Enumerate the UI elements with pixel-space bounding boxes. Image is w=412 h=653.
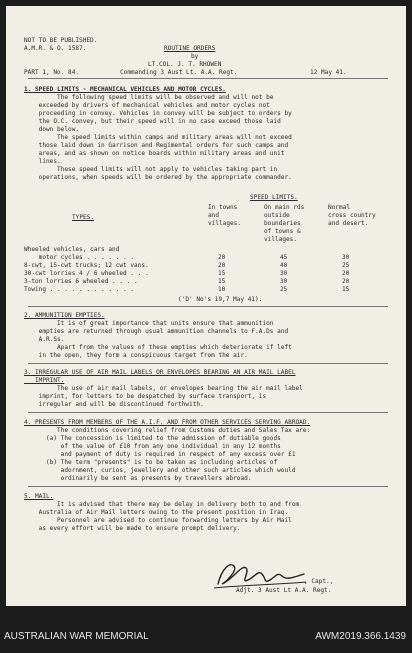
section-4-line: The conditions covering relief from Customs duties and Sales Tax are: (24, 427, 311, 434)
section-3-line: irregular and will be discontinued forthwith. (24, 401, 204, 408)
section-4-line: and payment of duty is required in respect of any excess over £1 (24, 451, 296, 458)
section-1-line: exceeded by drivers of mechanical vehicles and motor cycles not (24, 102, 270, 109)
order-date: 12 May 41. (310, 69, 347, 76)
section-3-heading-cont: IMPRINT. (24, 377, 65, 384)
speed-towns-value: 10 (218, 286, 226, 293)
commander-name: LT.COL. J. T. RHOWEN (148, 61, 222, 68)
speed-main-roads-value: 40 (280, 262, 288, 269)
not-to-be-published-line: NOT TO BE PUBLISHED. (24, 37, 98, 44)
section-divider (28, 412, 388, 413)
document-page (6, 6, 406, 606)
section-1-line: the O.C. convey, but their speed will in no case exceed those laid (24, 118, 281, 125)
document-title: ROUTINE ORDERS (164, 45, 216, 52)
section-2-line: A.R.Ss. (24, 336, 65, 343)
signatory-role: Adjt. 3 Aust Lt A.A. Regt. (236, 587, 332, 594)
archive-accession-number: AWM2019.366.1439 (315, 631, 406, 642)
col-main-roads-header: of towns & (264, 228, 301, 235)
section-1-line: operations, when speeds will be ordered by the appropriate commander. (24, 174, 292, 181)
section-4-line: ordinarily be sent as presents by travellers abroad. (24, 475, 252, 482)
section-1-line: The speed limits within camps and military areas will not exceed (24, 134, 292, 141)
speed-cross-country-value: 25 (342, 262, 350, 269)
section-4-line: (a) The concession is limited to the admission of dutiable goods (24, 435, 281, 442)
section-2-line: empties are returned through usual ammunition channels to F.A.Ds and (24, 328, 289, 335)
speed-towns-value: 20 (218, 262, 226, 269)
section-divider (28, 486, 388, 487)
section-4-line: of the value of £10 from any one individual in any 12 months (24, 443, 281, 450)
section-3-line: The use of air mail labels, or envelopes bearing the air mail label (24, 385, 303, 392)
section-1-heading: 1. SPEED LIMITS - MECHANICAL VEHICLES AND MOTOR CYCLES. (24, 86, 226, 93)
section-5-line: It is advised that there may be delay in delivery both to and from (24, 501, 300, 508)
speed-towns-value: 15 (218, 270, 226, 277)
speed-row-type: 30-cwt lorries 4 / 6 wheeled . . . (24, 270, 149, 277)
section-divider (28, 306, 388, 307)
col-towns-header: and (208, 212, 220, 219)
section-1-line: lines. (24, 158, 61, 165)
types-column-header: TYPES. (72, 214, 95, 221)
speed-row-type: Towing . . . . . . . . . . . . (24, 286, 135, 293)
speed-main-roads-value: 30 (280, 270, 288, 277)
col-cross-country-header: and desert. (328, 220, 369, 227)
section-2-line: Apart from the values of these empties which deteriorate if left (24, 344, 292, 351)
speed-towns-value: 15 (218, 278, 226, 285)
archive-name: AUSTRALIAN WAR MEMORIAL (4, 631, 149, 642)
col-cross-country-header: Normal (328, 204, 351, 211)
section-4-line: (b) The term "presents" is to be taken as including articles of (24, 459, 278, 466)
amr-reference: A.M.R. & O. 1587. (24, 45, 87, 52)
section-1-line: proceeding in convey. Vehicles in convey will be subject to orders by (24, 110, 292, 117)
speed-row-type: Wheeled vehicles, cars and (24, 246, 120, 253)
section-1-line: The following speed limits will be observed and will not be (24, 94, 274, 101)
by-text: by (191, 53, 199, 60)
col-towns-header: villages. (208, 220, 242, 227)
speed-main-roads-value: 45 (280, 254, 288, 261)
speed-main-roads-value: 25 (280, 286, 288, 293)
section-5-line: Personnel are advised to continue forwarding letters by Air Mail (24, 517, 292, 524)
speed-towns-value: 20 (218, 254, 226, 261)
section-2-heading: 2. AMMUNITION EMPTIES. (24, 312, 105, 319)
section-5-line: Australia of Air Mail letters owing to the present position in Iraq. (24, 509, 289, 516)
section-1-line: down below. (24, 126, 80, 133)
speed-row-type: motor cycles . . . . . . . (24, 254, 135, 261)
speed-main-roads-value: 30 (280, 278, 288, 285)
speed-cross-country-value: 20 (342, 278, 350, 285)
section-1-line: These speed limits will not apply to vehicles taking part in (24, 166, 278, 173)
section-1-line: areas, and as shown on notice boards within military areas and unit (24, 150, 285, 157)
col-main-roads-header: villages. (264, 236, 298, 243)
commanding-unit: Commanding 3 Aust Lt. A.A. Regt. (120, 69, 238, 76)
speed-cross-country-value: 20 (342, 270, 350, 277)
speed-cross-country-value: 30 (342, 254, 350, 261)
speed-limits-heading: SPEED LIMITS. (250, 194, 298, 201)
speed-row-type: 8-cwt, 15-cwt trucks; 12 cwt vans. (24, 262, 149, 269)
header-rule (28, 78, 388, 79)
routine-orders-text (6, 6, 406, 606)
part-number: PART 1, No. 84. (24, 69, 80, 76)
speed-cross-country-value: 15 (342, 286, 350, 293)
section-3-heading: 3. IRREGULAR USE OF AIR MAIL LABELS OR ENVELOPES BEARING AN AIR MAIL LABEL (24, 369, 296, 376)
section-3-line: imprint, for letters to be despatched by surface transport, is (24, 393, 267, 400)
col-towns-header: In towns (208, 204, 238, 211)
section-divider (28, 363, 388, 364)
col-main-roads-header: outside (264, 212, 290, 219)
col-main-roads-header: boundaries (264, 220, 301, 227)
section-4-line: adornment, curios, jewellery and other such articles which would (24, 467, 296, 474)
signatory-rank: , Capt., (304, 578, 334, 585)
col-cross-country-header: cross country (328, 212, 376, 219)
section-4-heading: 4. PRESENTS FROM MEMBERS OF THE A.I.F. AND FROM OTHER SERVICES SERVING ABROAD. (24, 419, 311, 426)
section-2-line: in the open, they form a conspicuous target from the air. (24, 352, 248, 359)
archive-footer (0, 612, 412, 653)
section-1-reference: ('D' No's 19,7 May 41). (178, 296, 263, 303)
section-5-heading: 5. MAIL. (24, 493, 54, 500)
speed-row-type: 3-ton lorries 6 wheeled . . . . (24, 278, 138, 285)
section-1-line: those laid down in Garrison and Regimental orders for such camps and (24, 142, 289, 149)
section-2-line: It is of great importance that units ensure that ammunition (24, 320, 274, 327)
col-main-roads-header: On main rds (264, 204, 305, 211)
section-5-line: as every effort will be made to ensure prompt delivery. (24, 525, 241, 532)
